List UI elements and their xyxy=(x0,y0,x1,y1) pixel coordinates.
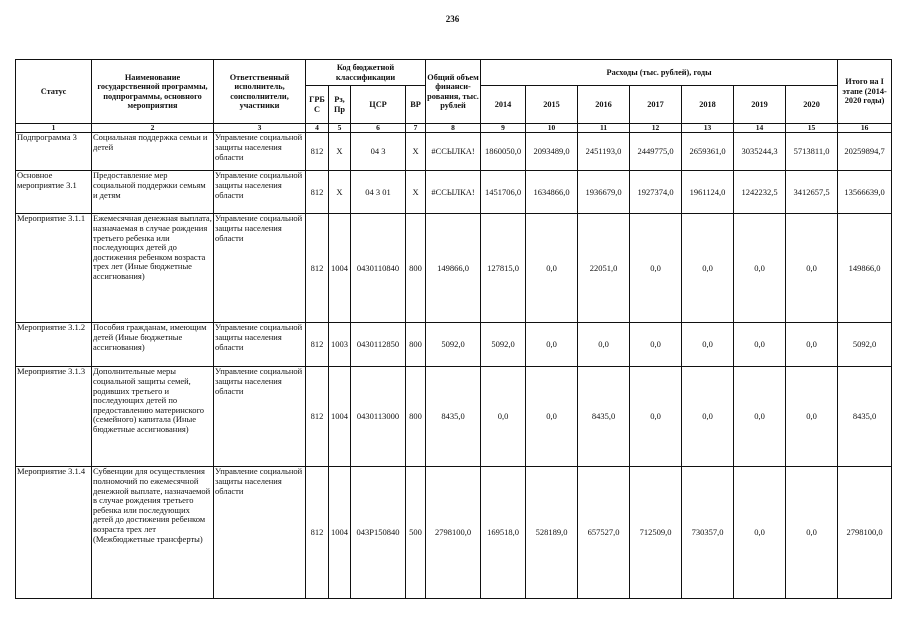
column-index: 12 xyxy=(630,124,682,133)
cell-csr: 0430110840 xyxy=(351,214,406,323)
header-vr: ВР xyxy=(406,86,426,124)
header-year: 2016 xyxy=(578,86,630,124)
cell-vr: 800 xyxy=(406,367,426,467)
cell-vr: 800 xyxy=(406,214,426,323)
column-index: 16 xyxy=(838,124,892,133)
column-index: 2 xyxy=(92,124,214,133)
cell-vr: Х xyxy=(406,133,426,171)
column-index: 10 xyxy=(526,124,578,133)
cell-2018: 730357,0 xyxy=(682,467,734,599)
header-grbs: ГРБ С xyxy=(306,86,329,124)
cell-status: Мероприятие 3.1.1 xyxy=(16,214,92,323)
header-year: 2015 xyxy=(526,86,578,124)
cell-2014: 169518,0 xyxy=(481,467,526,599)
header-year: 2019 xyxy=(734,86,786,124)
header-status: Статус xyxy=(16,60,92,124)
cell-total: #ССЫЛКА! xyxy=(426,133,481,171)
column-index: 4 xyxy=(306,124,329,133)
table-row xyxy=(16,133,892,171)
cell-responsible: Управление социальной защиты населения области xyxy=(214,133,306,171)
cell-grbs: 812 xyxy=(306,467,329,599)
cell-vr: 500 xyxy=(406,467,426,599)
cell-status: Основное мероприятие 3.1 xyxy=(16,171,92,214)
cell-status: Мероприятие 3.1.4 xyxy=(16,467,92,599)
page-number: 236 xyxy=(445,14,460,24)
cell-2017: 0,0 xyxy=(630,323,682,367)
cell-2014: 5092,0 xyxy=(481,323,526,367)
cell-2018: 1961124,0 xyxy=(682,171,734,214)
cell-2017: 2449775,0 xyxy=(630,133,682,171)
column-index: 3 xyxy=(214,124,306,133)
column-index-row xyxy=(16,124,892,133)
cell-2015: 2093489,0 xyxy=(526,133,578,171)
cell-total: 2798100,0 xyxy=(426,467,481,599)
header-itogo: Итого на I этапе (2014-2020 годы) xyxy=(838,60,892,124)
cell-2017: 0,0 xyxy=(630,214,682,323)
column-index: 7 xyxy=(406,124,426,133)
cell-2016: 0,0 xyxy=(578,323,630,367)
header-row-1 xyxy=(16,60,892,86)
column-index: 14 xyxy=(734,124,786,133)
cell-total: #ССЫЛКА! xyxy=(426,171,481,214)
cell-2016: 657527,0 xyxy=(578,467,630,599)
cell-grbs: 812 xyxy=(306,367,329,467)
cell-grbs: 812 xyxy=(306,323,329,367)
header-expenses: Расходы (тыс. рублей), годы xyxy=(481,60,838,86)
cell-grbs: 812 xyxy=(306,133,329,171)
column-index: 9 xyxy=(481,124,526,133)
cell-2017: 712509,0 xyxy=(630,467,682,599)
cell-2019: 0,0 xyxy=(734,467,786,599)
column-index: 8 xyxy=(426,124,481,133)
cell-total: 5092,0 xyxy=(426,323,481,367)
budget-table xyxy=(15,59,892,599)
cell-2019: 3035244,3 xyxy=(734,133,786,171)
cell-total: 149866,0 xyxy=(426,214,481,323)
cell-2018: 0,0 xyxy=(682,367,734,467)
cell-total: 8435,0 xyxy=(426,367,481,467)
cell-rzpr: 1004 xyxy=(329,214,351,323)
cell-2016: 2451193,0 xyxy=(578,133,630,171)
cell-name: Социальная поддержка семьи и детей xyxy=(92,133,214,171)
table-row xyxy=(16,171,892,214)
cell-name: Дополнительные меры социальной защиты семей, родивших третьего и последующих детей по предоставлению материнского (семейного) капитала (Иные бюджетные ассигнования) xyxy=(92,367,214,467)
cell-2017: 1927374,0 xyxy=(630,171,682,214)
cell-2020: 0,0 xyxy=(786,367,838,467)
cell-itogo: 20259894,7 xyxy=(838,133,892,171)
cell-status: Подпрограмма 3 xyxy=(16,133,92,171)
cell-2020: 3412657,5 xyxy=(786,171,838,214)
cell-csr: 0430112850 xyxy=(351,323,406,367)
cell-vr: Х xyxy=(406,171,426,214)
cell-responsible: Управление социальной защиты населения области xyxy=(214,214,306,323)
header-year: 2020 xyxy=(786,86,838,124)
cell-2019: 0,0 xyxy=(734,323,786,367)
cell-name: Пособия гражданам, имеющим детей (Иные бюджетные ассигнования) xyxy=(92,323,214,367)
cell-rzpr: 1003 xyxy=(329,323,351,367)
column-index: 6 xyxy=(351,124,406,133)
cell-csr: 0430113000 xyxy=(351,367,406,467)
cell-name: Ежемесячная денежная выплата, назначаемая в случае рождения третьего ребенка или последующих детей до достижения ребенком возраста трех лет (Иные бюджетные ассигнования) xyxy=(92,214,214,323)
column-index: 5 xyxy=(329,124,351,133)
cell-2015: 0,0 xyxy=(526,323,578,367)
column-index: 11 xyxy=(578,124,630,133)
cell-itogo: 13566639,0 xyxy=(838,171,892,214)
column-index: 1 xyxy=(16,124,92,133)
cell-csr: 04 3 xyxy=(351,133,406,171)
cell-2020: 0,0 xyxy=(786,467,838,599)
cell-2015: 0,0 xyxy=(526,214,578,323)
cell-name: Предоставление мер социальной поддержки семьям и детям xyxy=(92,171,214,214)
cell-2018: 2659361,0 xyxy=(682,133,734,171)
cell-itogo: 149866,0 xyxy=(838,214,892,323)
column-index: 13 xyxy=(682,124,734,133)
header-name: Наименование государственной программы, подпрограммы, основного мероприятия xyxy=(92,60,214,124)
cell-2014: 1451706,0 xyxy=(481,171,526,214)
table-row xyxy=(16,214,892,323)
cell-2020: 0,0 xyxy=(786,323,838,367)
cell-rzpr: Х xyxy=(329,133,351,171)
cell-csr: 04 3 01 xyxy=(351,171,406,214)
table-row xyxy=(16,367,892,467)
cell-2015: 0,0 xyxy=(526,367,578,467)
cell-vr: 800 xyxy=(406,323,426,367)
header-total-finance: Общий объем финанси- рования, тыс. рублей xyxy=(426,60,481,124)
header-responsible: Ответственный исполнитель, соисполнители, участники xyxy=(214,60,306,124)
cell-responsible: Управление социальной защиты населения области xyxy=(214,367,306,467)
cell-2015: 528189,0 xyxy=(526,467,578,599)
column-index: 15 xyxy=(786,124,838,133)
header-csr: ЦСР xyxy=(351,86,406,124)
cell-grbs: 812 xyxy=(306,171,329,214)
header-year: 2017 xyxy=(630,86,682,124)
header-year: 2014 xyxy=(481,86,526,124)
cell-2016: 1936679,0 xyxy=(578,171,630,214)
cell-2019: 1242232,5 xyxy=(734,171,786,214)
cell-2014: 1860050,0 xyxy=(481,133,526,171)
cell-2014: 127815,0 xyxy=(481,214,526,323)
cell-2018: 0,0 xyxy=(682,323,734,367)
cell-2014: 0,0 xyxy=(481,367,526,467)
header-rzpr: Рз, Пр xyxy=(329,86,351,124)
cell-itogo: 8435,0 xyxy=(838,367,892,467)
table-row xyxy=(16,323,892,367)
cell-2015: 1634866,0 xyxy=(526,171,578,214)
cell-status: Мероприятие 3.1.2 xyxy=(16,323,92,367)
cell-2016: 22051,0 xyxy=(578,214,630,323)
cell-itogo: 5092,0 xyxy=(838,323,892,367)
cell-status: Мероприятие 3.1.3 xyxy=(16,367,92,467)
cell-2019: 0,0 xyxy=(734,214,786,323)
cell-rzpr: 1004 xyxy=(329,467,351,599)
cell-responsible: Управление социальной защиты населения области xyxy=(214,323,306,367)
table-row xyxy=(16,467,892,599)
cell-2020: 5713811,0 xyxy=(786,133,838,171)
cell-rzpr: Х xyxy=(329,171,351,214)
cell-responsible: Управление социальной защиты населения области xyxy=(214,171,306,214)
cell-grbs: 812 xyxy=(306,214,329,323)
cell-2017: 0,0 xyxy=(630,367,682,467)
cell-rzpr: 1004 xyxy=(329,367,351,467)
cell-name: Субвенции для осуществления полномочий по ежемесячной денежной выплате, назначаемой в случае рождения третьего ребенка или последующих детей до достижения ребенком возраста трех лет (Межбюджетные трансферты) xyxy=(92,467,214,599)
header-year: 2018 xyxy=(682,86,734,124)
cell-2020: 0,0 xyxy=(786,214,838,323)
cell-itogo: 2798100,0 xyxy=(838,467,892,599)
cell-2018: 0,0 xyxy=(682,214,734,323)
cell-csr: 043Р150840 xyxy=(351,467,406,599)
cell-2019: 0,0 xyxy=(734,367,786,467)
header-budget-code: Код бюджетной классификации xyxy=(306,60,426,86)
cell-2016: 8435,0 xyxy=(578,367,630,467)
cell-responsible: Управление социальной защиты населения области xyxy=(214,467,306,599)
